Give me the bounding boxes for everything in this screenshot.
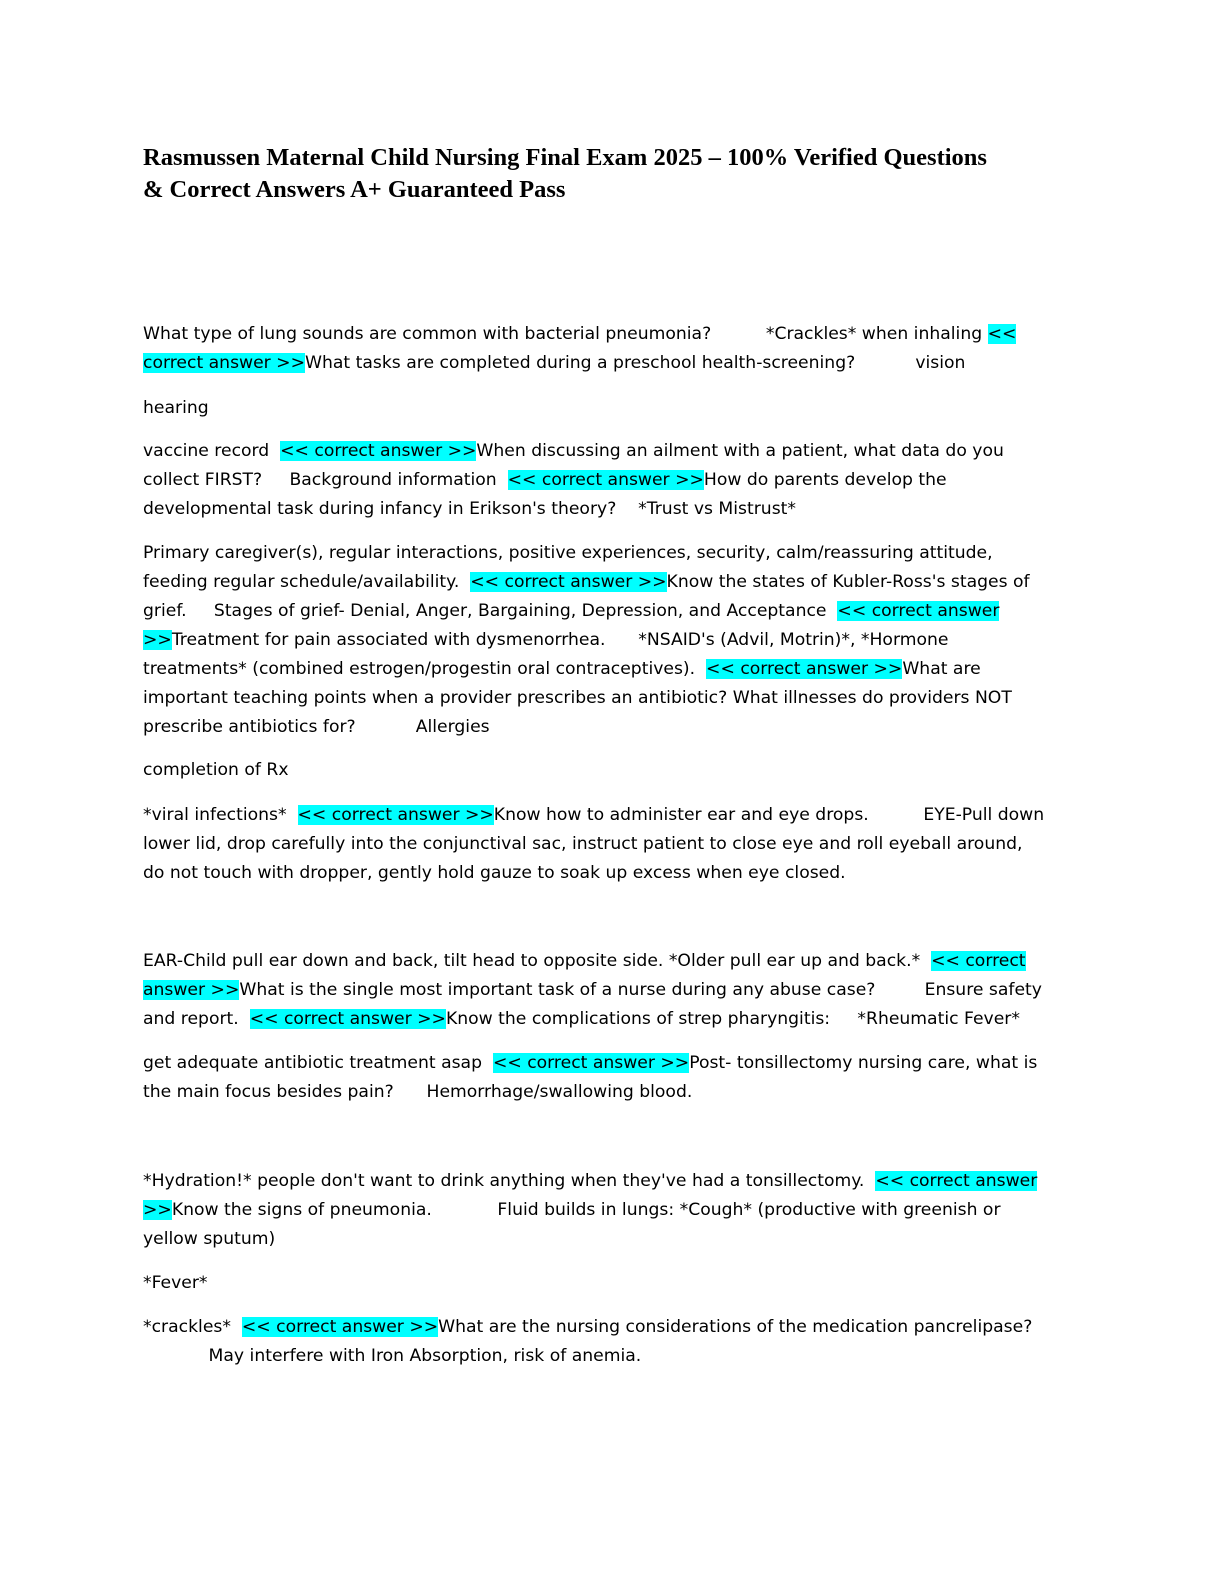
- line-text: developmental task during infancy in Erikson's theory? *Trust vs Mistrust*: [143, 499, 796, 519]
- line-text: *Hydration!* people don't want to drink anything when they've had a tonsillectomy.: [143, 1171, 876, 1191]
- line-text-continued: What tasks are completed during a preschool health-screening? vision: [305, 353, 966, 373]
- text-line: [143, 626, 948, 655]
- line-text: *crackles*: [143, 1317, 242, 1337]
- line-text-continued: When discussing an ailment with a patient, what data do you: [476, 441, 1004, 461]
- text-line: [143, 394, 209, 423]
- text-line: [143, 1167, 1037, 1196]
- answer-marker: <<: [987, 324, 1017, 344]
- line-text: hearing: [143, 398, 209, 418]
- answer-marker: << correct answer >>: [706, 659, 903, 679]
- text-line: [143, 1078, 692, 1107]
- line-text-continued: What is the single most important task of a nurse during any abuse case? Ensure safety: [239, 980, 1042, 1000]
- text-line: [143, 320, 1016, 349]
- line-text: May interfere with Iron Absorption, risk of anemia.: [143, 1346, 642, 1366]
- title-line-2: & Correct Answers A+ Guaranteed Pass: [143, 176, 566, 203]
- text-line: [143, 1196, 1001, 1225]
- line-text: vaccine record: [143, 441, 281, 461]
- text-line: [143, 1005, 1020, 1034]
- text-line: [143, 684, 1012, 713]
- line-text: What type of lung sounds are common with bacterial pneumonia? *Crackles* when inhaling: [143, 324, 988, 344]
- text-line: [143, 713, 490, 742]
- answer-marker: << correct answer: [875, 1171, 1038, 1191]
- answer-marker: << correct answer >>: [297, 805, 494, 825]
- text-line: [143, 1225, 275, 1254]
- answer-marker: << correct: [931, 951, 1026, 971]
- text-line: [143, 568, 1030, 597]
- line-text: Primary caregiver(s), regular interactions, positive experiences, security, calm/reassuring attitude,: [143, 543, 993, 563]
- answer-marker: << correct answer >>: [470, 572, 667, 592]
- answer-marker: << correct answer >>: [280, 441, 477, 461]
- text-line: [143, 597, 999, 626]
- text-line: [143, 1269, 208, 1298]
- text-line: [143, 859, 846, 888]
- answer-marker: << correct answer >>: [507, 470, 704, 490]
- text-line: [143, 495, 796, 524]
- answer-marker: << correct answer >>: [249, 1009, 446, 1029]
- line-text-continued: Know the states of Kubler-Ross's stages of: [666, 572, 1030, 592]
- line-text: EAR-Child pull ear down and back, tilt head to opposite side. *Older pull ear up and back.*: [143, 951, 932, 971]
- text-line: [143, 947, 1026, 976]
- document-title: [143, 142, 1093, 206]
- text-line: [143, 756, 289, 785]
- title-line-1: Rasmussen Maternal Child Nursing Final Exam 2025 – 100% Verified Questions: [143, 144, 987, 171]
- line-text: completion of Rx: [143, 760, 289, 780]
- line-text-continued: What are: [902, 659, 981, 679]
- line-text: yellow sputum): [143, 1229, 276, 1249]
- line-text: collect FIRST? Background information: [143, 470, 508, 490]
- text-line: [143, 349, 965, 378]
- line-text: feeding regular schedule/availability.: [143, 572, 471, 592]
- line-text: get adequate antibiotic treatment asap: [143, 1053, 493, 1073]
- line-text: *Fever*: [143, 1273, 208, 1293]
- text-line: [143, 830, 1022, 859]
- line-text-continued: Know how to administer ear and eye drops. EYE-Pull down: [493, 805, 1045, 825]
- answer-marker: answer >>: [143, 980, 240, 1000]
- answer-marker: << correct answer: [837, 601, 1000, 621]
- line-text: grief. Stages of grief- Denial, Anger, Bargaining, Depression, and Acceptance: [143, 601, 838, 621]
- line-text: lower lid, drop carefully into the conjunctival sac, instruct patient to close eye and roll eyeball around,: [143, 834, 1023, 854]
- line-text-continued: What are the nursing considerations of the medication pancrelipase?: [438, 1317, 1033, 1337]
- line-text: prescribe antibiotics for? Allergies: [143, 717, 490, 737]
- text-line: [143, 437, 1004, 466]
- text-line: [143, 1342, 641, 1371]
- line-text: important teaching points when a provider prescribes an antibiotic? What illnesses do providers NOT: [143, 688, 1012, 708]
- line-text: the main focus besides pain? Hemorrhage/swallowing blood.: [143, 1082, 693, 1102]
- line-text-continued: Know the signs of pneumonia. Fluid builds in lungs: *Cough* (productive with greenish or: [171, 1200, 1001, 1220]
- line-text-continued: How do parents develop the: [703, 470, 947, 490]
- text-line: [143, 539, 993, 568]
- line-text: treatments* (combined estrogen/progestin oral contraceptives).: [143, 659, 707, 679]
- text-line: [143, 801, 1044, 830]
- answer-marker: << correct answer >>: [492, 1053, 690, 1073]
- line-text-continued: Treatment for pain associated with dysmenorrhea. *NSAID's (Advil, Motrin)*, *Hormone: [171, 630, 949, 650]
- line-text: and report.: [143, 1009, 250, 1029]
- answer-marker: >>: [143, 630, 172, 650]
- answer-marker: correct answer >>: [143, 353, 305, 373]
- answer-marker: >>: [143, 1200, 172, 1220]
- line-text-continued: Know the complications of strep pharyngitis: *Rheumatic Fever*: [445, 1009, 1020, 1029]
- text-line: [143, 466, 947, 495]
- line-text: *viral infections*: [143, 805, 298, 825]
- text-line: [143, 655, 981, 684]
- document-body: [143, 320, 1073, 1380]
- line-text: do not touch with dropper, gently hold gauze to soak up excess when eye closed.: [143, 863, 846, 883]
- text-line: [143, 1049, 1037, 1078]
- text-line: [143, 976, 1042, 1005]
- text-line: [143, 1313, 1032, 1342]
- line-text-continued: Post- tonsillectomy nursing care, what is: [689, 1053, 1038, 1073]
- answer-marker: << correct answer >>: [241, 1317, 439, 1337]
